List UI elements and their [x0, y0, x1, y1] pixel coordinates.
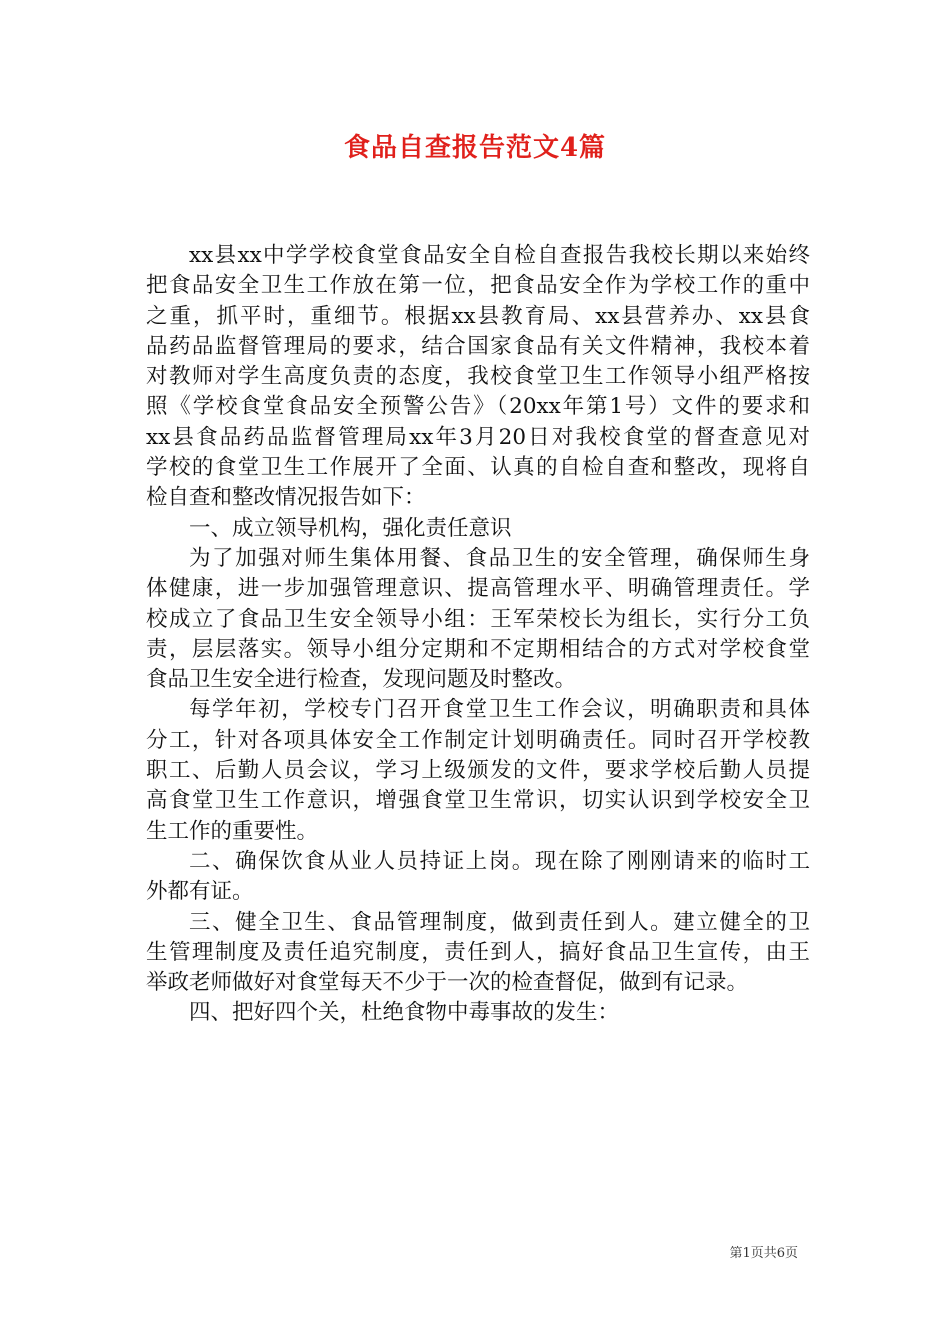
paragraph-line: 举政老师做好对食堂每天不少于一次的检查督促，做到有记录。	[146, 970, 749, 996]
paragraph-line: 照《学校食堂食品安全预警公告》（20xx年第1号）文件的要求和	[146, 394, 810, 420]
paragraph-line: 之重，抓平时，重细节。根据xx县教育局、xx县营养办、xx县食	[146, 303, 810, 329]
paragraph-line: 一、成立领导机构，强化责任意识	[189, 515, 512, 541]
paragraph-line: 食品卫生安全进行检查，发现问题及时整改。	[146, 667, 577, 693]
paragraph-section-3	[146, 908, 810, 999]
paragraph-line: 对教师对学生高度负责的态度，我校食堂卫生工作领导小组严格按	[146, 364, 810, 390]
paragraph-line: 外都有证。	[146, 879, 254, 905]
paragraph-line: 把食品安全卫生工作放在第一位，把食品安全作为学校工作的重中	[146, 273, 810, 299]
paragraph-line: 四、把好四个关，杜绝食物中毒事故的发生：	[189, 1000, 620, 1026]
paragraph-section-1-heading	[146, 514, 810, 544]
page-number-footer: 第1页共6页	[729, 1246, 798, 1261]
paragraph-line: 校成立了食品卫生安全领导小组：王军荣校长为组长，实行分工负	[146, 606, 810, 632]
paragraph-section-2	[146, 847, 810, 908]
paragraph-section-1-p1	[146, 544, 810, 695]
paragraph-line: 体健康，进一步加强管理意识、提高管理水平、明确管理责任。学	[146, 576, 810, 602]
paragraph-line: xx县xx中学学校食堂食品安全自检自查报告我校长期以来始终	[189, 243, 810, 268]
paragraph-line: 品药品监督管理局的要求，结合国家食品有关文件精神，我校本着	[146, 333, 810, 359]
paragraph-line: 三、健全卫生、食品管理制度，做到责任到人。建立健全的卫	[189, 909, 810, 935]
paragraph-intro	[146, 241, 810, 514]
paragraph-line: 检自查和整改情况报告如下：	[146, 485, 426, 511]
paragraph-line: 为了加强对师生集体用餐、食品卫生的安全管理，确保师生身	[189, 545, 810, 571]
page-title: 食品自查报告范文4篇	[343, 133, 607, 163]
paragraph-section-1-p2	[146, 695, 810, 846]
paragraph-line: xx县食品药品监督管理局xx年3月20日对我校食堂的督查意见对	[146, 424, 810, 450]
paragraph-line: 二、确保饮食从业人员持证上岗。现在除了刚刚请来的临时工	[189, 848, 810, 874]
paragraph-line: 学校的食堂卫生工作展开了全面、认真的自检自查和整改，现将自	[146, 455, 810, 481]
paragraph-line: 分工，针对各项具体安全工作制定计划明确责任。同时召开学校教	[146, 727, 810, 753]
paragraph-section-4-heading	[146, 998, 810, 1028]
paragraph-line: 责，层层落实。领导小组分定期和不定期相结合的方式对学校食堂	[146, 636, 810, 662]
paragraph-line: 生工作的重要性。	[146, 818, 319, 844]
paragraph-line: 生管理制度及责任追究制度，责任到人，搞好食品卫生宣传，由王	[146, 939, 810, 965]
paragraph-line: 高食堂卫生工作意识，增强食堂卫生常识，切实认识到学校安全卫	[146, 788, 810, 814]
paragraph-line: 职工、后勤人员会议，学习上级颁发的文件，要求学校后勤人员提	[146, 758, 810, 784]
document-body	[146, 241, 810, 1029]
paragraph-line: 每学年初，学校专门召开食堂卫生工作会议，明确职责和具体	[189, 697, 810, 723]
